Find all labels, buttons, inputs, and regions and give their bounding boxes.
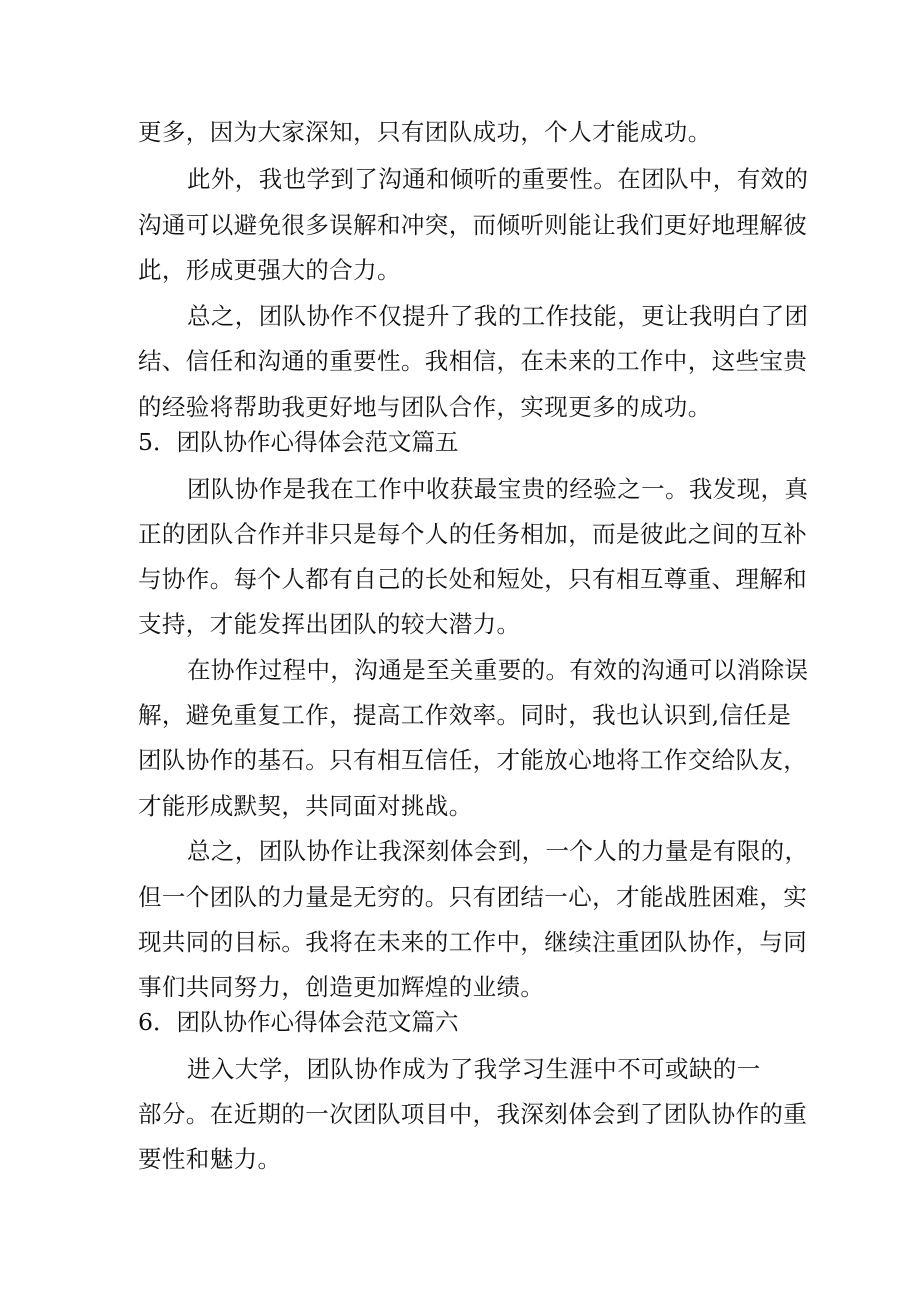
section-heading: 5．团队协作心得体会范文篇五 — [138, 428, 459, 456]
paragraph-line: 才能形成默契，共同面对挑战。 — [138, 792, 473, 820]
paragraph-line: 沟通可以避免很多误解和冲突，而倾听则能让我们更好地理解彼 — [138, 211, 808, 239]
paragraph-line: 总之，团队协作不仅提升了我的工作技能，更让我明白了团 — [187, 302, 809, 330]
paragraph-line: 此外，我也学到了沟通和倾听的重要性。在团队中，有效的 — [187, 165, 809, 193]
paragraph-line: 正的团队合作并非只是每个人的任务相加，而是彼此之间的互补 — [138, 520, 808, 548]
paragraph-line: 团队协作的基石。只有相互信任，才能放心地将工作交给队友， — [138, 746, 808, 774]
paragraph-line: 总之，团队协作让我深刻体会到，一个人的力量是有限的， — [187, 837, 809, 865]
paragraph-line: 但一个团队的力量是无穷的。只有团结一心，才能战胜困难，实 — [138, 883, 808, 911]
paragraph-line: 事们共同努力，创造更加辉煌的业绩。 — [138, 973, 545, 1001]
paragraph-line: 部分。在近期的一次团队项目中，我深刻体会到了团队协作的重 — [138, 1100, 808, 1128]
paragraph-line: 与协作。每个人都有自己的长处和短处，只有相互尊重、理解和 — [138, 565, 808, 593]
paragraph-line: 的经验将帮助我更好地与团队合作，实现更多的成功。 — [138, 393, 712, 421]
paragraph-line: 解，避免重复工作，提高工作效率。同时，我也认识到,信任是 — [138, 701, 792, 729]
paragraph-line: 现共同的目标。我将在未来的工作中，继续注重团队协作，与同 — [138, 928, 808, 956]
paragraph-line: 支持，才能发挥出团队的较大潜力。 — [138, 610, 521, 638]
paragraph-line: 更多，因为大家深知，只有团队成功，个人才能成功。 — [138, 118, 712, 146]
section-heading: 6．团队协作心得体会范文篇六 — [138, 1008, 459, 1036]
paragraph-line: 结、信任和沟通的重要性。我相信，在未来的工作中，这些宝贵 — [138, 347, 808, 375]
paragraph-line: 团队协作是我在工作中收获最宝贵的经验之一。我发现，真 — [187, 475, 809, 503]
paragraph-line: 要性和魅力。 — [138, 1145, 282, 1173]
paragraph-line: 此，形成更强大的合力。 — [138, 256, 401, 284]
paragraph-line: 进入大学，团队协作成为了我学习生涯中不可或缺的一 — [187, 1055, 761, 1083]
paragraph-line: 在协作过程中，沟通是至关重要的。有效的沟通可以消除误 — [187, 656, 809, 684]
